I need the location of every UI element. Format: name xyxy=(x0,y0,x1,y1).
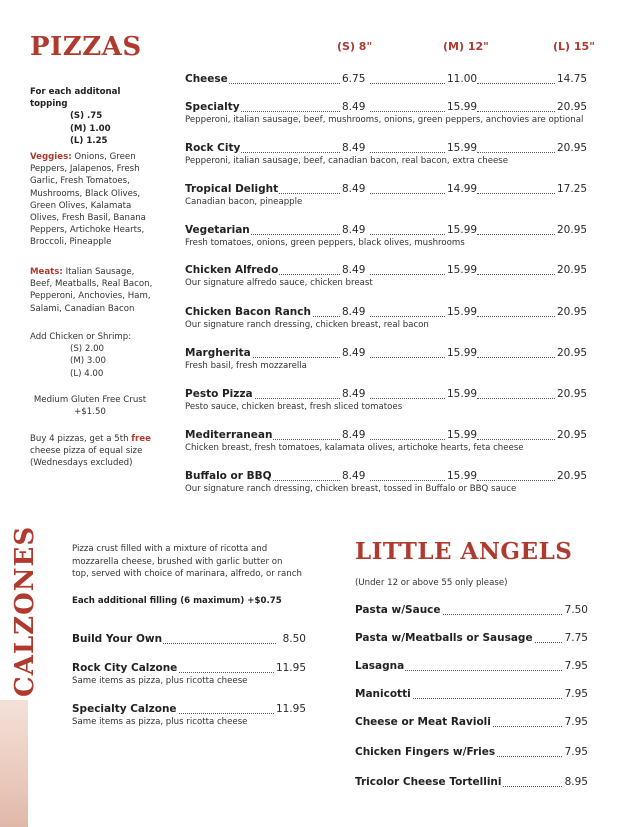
leader-dots xyxy=(477,274,555,275)
pizza-row xyxy=(185,470,588,483)
pizza-row xyxy=(185,306,588,319)
leader-dots xyxy=(395,698,562,699)
pizza-row xyxy=(185,101,588,114)
decorative-edge xyxy=(0,700,28,827)
price-small: 8.49 xyxy=(342,388,366,400)
topping-info xyxy=(30,86,155,147)
topping-price-small: (S) .75 xyxy=(70,111,103,122)
meats-list xyxy=(30,266,155,315)
pizza-row xyxy=(185,73,588,86)
little-angels-price: 7.50 xyxy=(564,604,588,616)
calzone-description: Same items as pizza, plus ricotta cheese xyxy=(72,717,248,727)
little-angels-item xyxy=(355,716,588,729)
pizza-name: Specialty xyxy=(185,101,240,113)
little-angels-name: Pasta w/Sauce xyxy=(355,604,441,616)
little-angels-price: 8.95 xyxy=(564,776,588,788)
little-angels-row xyxy=(355,660,588,673)
calzone-row xyxy=(72,662,306,675)
size-medium-header: (M) 12" xyxy=(443,40,489,53)
pizza-row xyxy=(185,224,588,237)
chicken-price-large: (L) 4.00 xyxy=(70,368,104,379)
pizza-description: Pepperoni, italian sausage, beef, canadian bacon, real bacon, extra cheese xyxy=(185,156,509,166)
size-large-header: (L) 15" xyxy=(553,40,595,53)
calzone-price: 11.95 xyxy=(275,662,306,674)
little-angels-item xyxy=(355,632,588,645)
price-large: 20.95 xyxy=(557,388,588,400)
leader-dots xyxy=(477,357,555,358)
calzone-price: 11.95 xyxy=(275,703,306,715)
price-small: 8.49 xyxy=(342,224,366,236)
price-medium: 15.99 xyxy=(447,470,478,482)
chicken-price-medium: (M) 3.00 xyxy=(70,356,106,367)
size-small-header: (S) 8" xyxy=(337,40,373,53)
price-small: 8.49 xyxy=(342,306,366,318)
price-small: 6.75 xyxy=(342,73,366,85)
calzone-row xyxy=(72,703,306,716)
little-angels-price: 7.95 xyxy=(564,716,588,728)
leader-dots xyxy=(477,83,555,84)
calzone-item xyxy=(72,662,306,686)
pizza-item xyxy=(185,388,588,412)
calzone-name: Build Your Own xyxy=(72,633,163,645)
pizza-row xyxy=(185,264,588,277)
calzone-description: Same items as pizza, plus ricotta cheese xyxy=(72,676,248,686)
leader-dots xyxy=(370,193,445,194)
pizza-description: Pepperoni, italian sausage, beef, mushrooms, onions, green peppers, anchovies are optional xyxy=(185,115,584,125)
pizza-row xyxy=(185,142,588,155)
pizza-description: Our signature ranch dressing, chicken breast, real bacon xyxy=(185,320,429,330)
price-medium: 15.99 xyxy=(447,101,478,113)
gluten-line-1: Medium Gluten Free Crust xyxy=(33,395,147,405)
little-angels-row xyxy=(355,688,588,701)
pizza-name: Buffalo or BBQ xyxy=(185,470,272,482)
little-angels-item xyxy=(355,604,588,617)
leader-dots xyxy=(370,83,445,84)
price-small: 8.49 xyxy=(342,101,366,113)
pizza-item xyxy=(185,347,588,371)
calzone-row xyxy=(72,633,306,646)
little-angels-name: Manicotti xyxy=(355,688,411,700)
price-large: 17.25 xyxy=(557,183,588,195)
leader-dots xyxy=(370,111,445,112)
price-small: 8.49 xyxy=(342,347,366,359)
price-large: 20.95 xyxy=(557,306,588,318)
chicken-shrimp-info xyxy=(30,331,155,380)
gluten-line-2: +$1.50 xyxy=(74,407,106,418)
price-medium: 15.99 xyxy=(447,429,478,441)
promo-post: cheese pizza of equal size (Wednesdays excluded) xyxy=(30,446,143,469)
little-angels-row xyxy=(355,716,588,729)
price-small: 8.49 xyxy=(342,142,366,154)
little-angels-price: 7.95 xyxy=(564,746,588,758)
topping-heading: For each additonal topping xyxy=(30,87,121,110)
leader-dots xyxy=(477,111,555,112)
calzone-price: 8.50 xyxy=(282,633,306,645)
gluten-free-info xyxy=(30,394,150,418)
promo-info xyxy=(30,433,155,470)
price-large: 20.95 xyxy=(557,101,588,113)
price-medium: 15.99 xyxy=(447,264,478,276)
calzone-name: Specialty Calzone xyxy=(72,703,177,715)
price-small: 8.49 xyxy=(342,183,366,195)
price-large: 20.95 xyxy=(557,142,588,154)
topping-price-medium: (M) 1.00 xyxy=(70,123,111,134)
price-small: 8.49 xyxy=(342,470,366,482)
little-angels-item xyxy=(355,660,588,673)
veggies-list xyxy=(30,151,155,249)
leader-dots xyxy=(370,357,445,358)
pizza-item xyxy=(185,470,588,494)
pizza-item xyxy=(185,264,588,288)
leader-dots xyxy=(477,480,555,481)
little-angels-item xyxy=(355,688,588,701)
little-angels-row xyxy=(355,632,588,645)
meats-label: Meats: xyxy=(30,267,63,277)
price-medium: 15.99 xyxy=(447,388,478,400)
leader-dots xyxy=(477,398,555,399)
promo-free: free xyxy=(131,434,151,444)
leader-dots xyxy=(370,234,445,235)
calzones-title: CALZONES xyxy=(10,525,40,697)
chicken-heading: Add Chicken or Shrimp: xyxy=(30,332,132,342)
pizza-row xyxy=(185,429,588,442)
pizza-name: Pesto Pizza xyxy=(185,388,253,400)
pizza-item xyxy=(185,306,588,330)
veggies-text: Onions, Green Peppers, Jalapenos, Fresh Garlic, Fresh Tomatoes, Mushrooms, Black Olives, Green Olives, Kalamata Olives, Fresh Basil, Banana Peppers, Artichoke Hearts, Broccoli, Pineapple xyxy=(30,152,146,248)
leader-dots xyxy=(477,193,555,194)
price-medium: 11.00 xyxy=(447,73,478,85)
pizza-name: Vegetarian xyxy=(185,224,250,236)
price-small: 8.49 xyxy=(342,264,366,276)
leader-dots xyxy=(477,439,555,440)
little-angels-price: 7.95 xyxy=(564,688,588,700)
leader-dots xyxy=(477,316,555,317)
pizza-item xyxy=(185,224,588,248)
little-angels-row xyxy=(355,746,588,759)
pizza-description: Fresh basil, fresh mozzarella xyxy=(185,361,307,371)
little-angels-item xyxy=(355,776,588,789)
calzone-item xyxy=(72,633,306,646)
calzones-extra-filling: Each additional filling (6 maximum) +$0.75 xyxy=(72,596,282,606)
pizza-name: Chicken Bacon Ranch xyxy=(185,306,311,318)
meats-text: Italian Sausage, Beef, Meatballs, Real Bacon, Pepperoni, Anchovies, Ham, Salami, Canadian Bacon xyxy=(30,267,153,314)
price-medium: 14.99 xyxy=(447,183,478,195)
little-angels-price: 7.75 xyxy=(564,632,588,644)
pizza-row xyxy=(185,347,588,360)
pizza-name: Tropical Delight xyxy=(185,183,279,195)
pizza-name: Mediterranean xyxy=(185,429,273,441)
pizza-name: Chicken Alfredo xyxy=(185,264,279,276)
pizzas-title: PIZZAS xyxy=(30,32,142,62)
pizza-description: Our signature ranch dressing, chicken breast, tossed in Buffalo or BBQ sauce xyxy=(185,484,517,494)
price-large: 20.95 xyxy=(557,264,588,276)
little-angels-name: Lasagna xyxy=(355,660,405,672)
pizza-name: Rock City xyxy=(185,142,241,154)
pizza-item xyxy=(185,101,588,125)
price-large: 20.95 xyxy=(557,347,588,359)
little-angels-row xyxy=(355,776,588,789)
price-small: 8.49 xyxy=(342,429,366,441)
pizza-item xyxy=(185,73,588,86)
topping-price-large: (L) 1.25 xyxy=(70,135,108,146)
leader-dots xyxy=(370,480,445,481)
little-angels-price: 7.95 xyxy=(564,660,588,672)
pizza-item xyxy=(185,429,588,453)
pizza-item xyxy=(185,142,588,166)
pizza-description: Fresh tomatoes, onions, green peppers, black olives, mushrooms xyxy=(185,238,465,248)
pizza-description: Pesto sauce, chicken breast, fresh sliced tomatoes xyxy=(185,402,403,412)
leader-dots xyxy=(395,670,562,671)
pizza-description: Chicken breast, fresh tomatoes, kalamata olives, artichoke hearts, feta cheese xyxy=(185,443,524,453)
little-angels-name: Tricolor Cheese Tortellini xyxy=(355,776,502,788)
calzone-item xyxy=(72,703,306,727)
pizza-name: Cheese xyxy=(185,73,228,85)
leader-dots xyxy=(370,398,445,399)
leader-dots xyxy=(477,152,555,153)
little-angels-name: Cheese or Meat Ravioli xyxy=(355,716,491,728)
pizza-item xyxy=(185,183,588,207)
leader-dots xyxy=(370,274,445,275)
veggies-label: Veggies: xyxy=(30,152,72,162)
pizza-description: Our signature alfredo sauce, chicken breast xyxy=(185,278,373,288)
little-angels-name: Pasta w/Meatballs or Sausage xyxy=(355,632,533,644)
price-medium: 15.99 xyxy=(447,347,478,359)
calzone-name: Rock City Calzone xyxy=(72,662,178,674)
promo-pre: Buy 4 pizzas, get a 5th xyxy=(30,434,129,444)
price-large: 14.75 xyxy=(557,73,588,85)
leader-dots xyxy=(370,439,445,440)
price-medium: 15.99 xyxy=(447,142,478,154)
calzones-intro: Pizza crust filled with a mixture of ricotta and mozzarella cheese, brushed with garlic butter on top, served with choice of marinara, alfredo, or ranch xyxy=(72,544,302,579)
leader-dots xyxy=(370,152,445,153)
chicken-price-small: (S) 2.00 xyxy=(70,344,105,355)
little-angels-row xyxy=(355,604,588,617)
little-angels-title: LITTLE ANGELS xyxy=(355,538,573,565)
price-large: 20.95 xyxy=(557,429,588,441)
little-angels-item xyxy=(355,746,588,759)
pizza-description: Canadian bacon, pineapple xyxy=(185,197,303,207)
pizza-name: Margherita xyxy=(185,347,251,359)
price-medium: 15.99 xyxy=(447,224,478,236)
price-medium: 15.99 xyxy=(447,306,478,318)
price-large: 20.95 xyxy=(557,224,588,236)
leader-dots xyxy=(477,234,555,235)
little-angels-name: Chicken Fingers w/Fries xyxy=(355,746,496,758)
price-large: 20.95 xyxy=(557,470,588,482)
leader-dots xyxy=(370,316,445,317)
pizza-row xyxy=(185,388,588,401)
pizza-row xyxy=(185,183,588,196)
little-angels-subtitle: (Under 12 or above 55 only please) xyxy=(355,578,508,588)
